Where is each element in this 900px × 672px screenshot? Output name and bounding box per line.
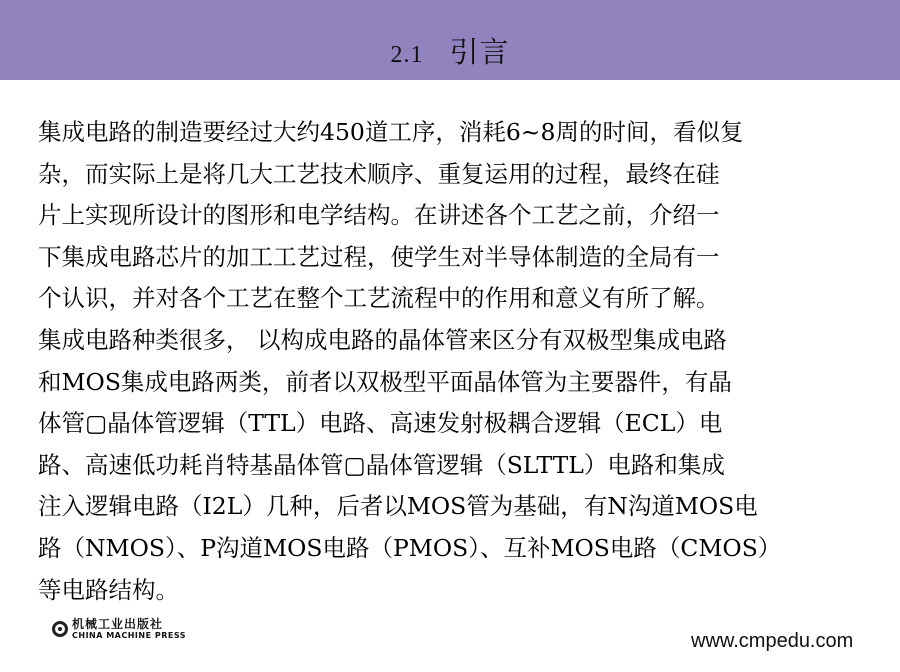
publisher-url: www.cmpedu.com bbox=[691, 630, 854, 652]
section-number: 2.1 bbox=[390, 42, 424, 68]
paragraph-line: 杂，而实际上是将几大工艺技术顺序、重复运用的过程，最终在硅 bbox=[38, 159, 720, 188]
paragraph-line: 和MOS集成电路两类，前者以双极型平面晶体管为主要器件，有晶 bbox=[38, 367, 732, 396]
paragraph-line: 注入逻辑电路（I2L）几种，后者以MOS管为基础，有N沟道MOS电 bbox=[38, 492, 758, 521]
paragraph-line: 体管▢晶体管逻辑（TTL）电路、高速发射极耦合逻辑（ECL）电 bbox=[38, 409, 723, 438]
paragraph-line: 个认识，并对各个工艺在整个工艺流程中的作用和意义有所了解。 bbox=[38, 284, 720, 313]
paragraph-line: 集成电路种类很多， 以构成电路的晶体管来区分有双极型集成电路 bbox=[38, 325, 727, 354]
publisher-name-en: CHINA MACHINE PRESS bbox=[72, 631, 187, 640]
title-bar bbox=[0, 0, 900, 80]
paragraph-line: 集成电路的制造要经过大约450道工序，消耗6~8周的时间，看似复 bbox=[38, 118, 744, 146]
body-text bbox=[38, 112, 878, 611]
section-title: 引言 bbox=[449, 35, 510, 69]
paragraph-line: 片上实现所设计的图形和电学结构。在讲述各个工艺之前，介绍一 bbox=[38, 201, 720, 230]
paragraph-line: 路（NMOS）、P沟道MOS电路（PMOS）、互补MOS电路（CMOS） bbox=[38, 533, 782, 562]
paragraph-line: 下集成电路芯片的加工工艺过程，使学生对半导体制造的全局有一 bbox=[38, 242, 720, 271]
page-title bbox=[0, 30, 900, 71]
publisher-logo bbox=[52, 618, 186, 640]
paragraph-line: 等电路结构。 bbox=[38, 575, 179, 604]
paragraph-line: 路、高速低功耗肖特基晶体管▢晶体管逻辑（SLTTL）电路和集成 bbox=[38, 450, 725, 479]
gear-icon bbox=[52, 621, 68, 637]
publisher-name-cn: 机械工业出版社 bbox=[72, 617, 164, 631]
